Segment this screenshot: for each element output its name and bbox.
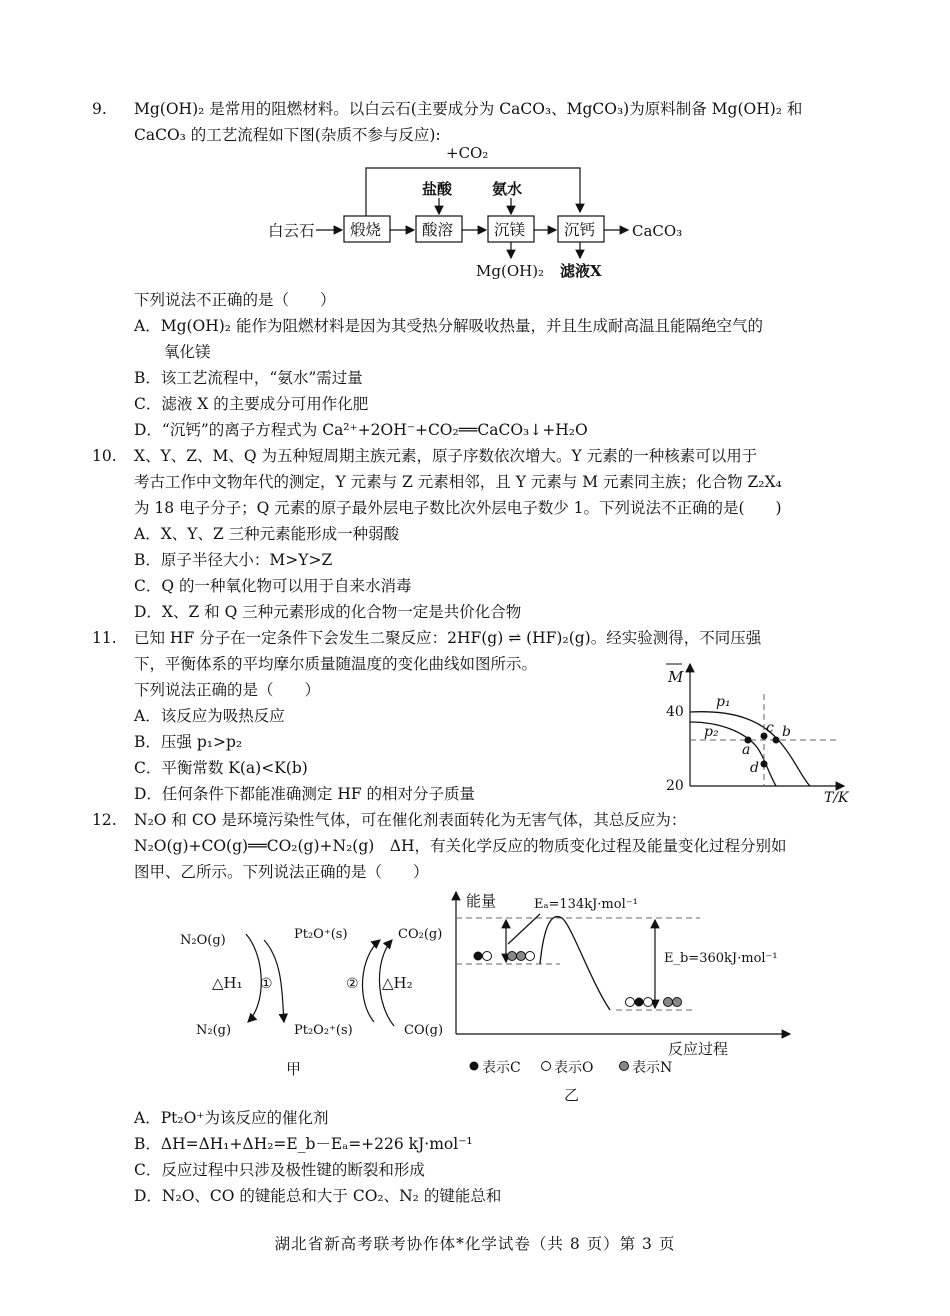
q9-option-a1: A．Mg(OH)₂ 能作为阻燃材料是因为其受热分解吸收热量，并且生成耐高温且能隔绝空气的 [134, 317, 763, 335]
q10-stem-line1: X、Y、Z、M、Q 为五种短周期主族元素，原子序数依次增大。Y 元素的一种核素可以用于 [134, 447, 758, 465]
graph-b: b [782, 724, 791, 740]
q11-stem-line1: 已知 HF 分子在一定条件下会发生二聚反应：2HF(g) ⇌ (HF)₂(g)。经实验测得，不同压强 [134, 629, 762, 647]
yi-ea: Eₐ=134kJ·mol⁻¹ [534, 897, 638, 912]
jia-pt2o2: Pt₂O₂⁺(s) [294, 1023, 353, 1038]
q10-stem-line3: 为 18 电子分子；Q 元素的原子最外层电子数比次外层电子数少 1。下列说法不正确的是( ) [134, 499, 782, 517]
yi-eb: E_b=360kJ·mol⁻¹ [664, 951, 778, 966]
q9-flowchart [260, 142, 700, 286]
q12-option-a: A．Pt₂O⁺为该反应的催化剂 [134, 1109, 329, 1127]
q11-stem-line2: 下，平衡体系的平均摩尔质量随温度的变化曲线如图所示。 [134, 655, 538, 673]
yi-legend-o: 表示O [554, 1060, 594, 1076]
jia-dh2: △H₂ [382, 974, 413, 992]
q12-figure-yi [440, 884, 800, 1108]
jia-co2: CO₂(g) [398, 927, 443, 942]
curve-p2 [690, 722, 776, 786]
q12-option-c: C．反应过程中只涉及极性键的断裂和形成 [134, 1161, 425, 1179]
q11-ask: 下列说法正确的是（ ） [134, 681, 321, 699]
page-footer: 湖北省新高考联考协作体*化学试卷（共 8 页）第 3 页 [274, 1235, 676, 1253]
q9-stem-line2: CaCO₃ 的工艺流程如下图(杂质不参与反应): [134, 126, 441, 144]
jia-c2: ② [346, 976, 359, 992]
jia-c1: ① [260, 976, 273, 992]
q11-graph [660, 660, 860, 808]
q9-number: 9. [92, 100, 107, 118]
flow-hcl: 盐酸 [422, 180, 453, 198]
q12-stem-line3: 图甲、乙所示。下列说法正确的是（ ） [134, 863, 429, 881]
q9-option-b: B．该工艺流程中，“氨水”需过量 [134, 369, 363, 387]
graph-a: a [742, 742, 751, 758]
q11-option-b: B．压强 p₁>p₂ [134, 733, 243, 751]
q11-option-a: A．该反应为吸热反应 [134, 707, 285, 725]
q10-stem-line2: 考古工作中文物年代的测定，Y 元素与 Z 元素相邻，且 Y 元素与 M 元素同主族；化合物 Z₂X₄ [134, 473, 782, 491]
q10-option-c: C．Q 的一种氧化物可以用于自来水消毒 [134, 577, 412, 595]
q12-stem-line1: N₂O 和 CO 是环境污染性气体，可在催化剂表面转化为无害气体，其总反应为： [134, 811, 687, 829]
jia-pt2o: Pt₂O⁺(s) [294, 927, 348, 942]
q10-number: 10. [92, 447, 117, 465]
flow-mgoh: Mg(OH)₂ [476, 262, 545, 280]
graph-c: c [766, 720, 774, 736]
yi-legend-n: 表示N [632, 1060, 673, 1076]
q9-stem-line1: Mg(OH)₂ 是常用的阻燃材料。以白云石(主要成分为 CaCO₃、MgCO₃)为原料制备 Mg(OH)₂ 和 [134, 100, 803, 118]
jia-dh1: △H₁ [212, 974, 243, 992]
q10-option-d: D．X、Z 和 Q 三种元素形成的化合物一定是共价化合物 [134, 603, 522, 621]
graph-p1: p₁ [716, 694, 731, 710]
q12-option-d: D．N₂O、CO 的键能总和大于 CO₂、N₂ 的键能总和 [134, 1187, 502, 1205]
flow-filtrate: 滤液X [560, 262, 602, 280]
jia-n2o: N₂O(g) [180, 933, 226, 948]
flow-box3-label: 沉镁 [494, 221, 526, 239]
yi-legend-c: 表示C [482, 1060, 521, 1076]
flow-box1-label: 煅烧 [350, 221, 382, 239]
yi-energy: 能量 [466, 892, 497, 910]
graph-d: d [750, 760, 759, 776]
q12-figure-jia [176, 918, 456, 1088]
flow-end: CaCO₃ [632, 222, 683, 240]
q10-option-a: A．X、Y、Z 三种元素能形成一种弱酸 [134, 525, 400, 543]
jia-n2: N₂(g) [196, 1023, 232, 1038]
q9-ask: 下列说法不正确的是（ ） [134, 291, 336, 309]
q9-option-a2: 氧化镁 [164, 343, 211, 361]
graph-ylabel: M [668, 668, 684, 686]
q11-number: 11. [92, 629, 117, 647]
graph-y40: 40 [666, 704, 684, 720]
flow-start: 白云石 [268, 222, 315, 240]
yi-label: 乙 [564, 1086, 580, 1104]
q11-option-c: C．平衡常数 K(a)<K(b) [134, 759, 308, 777]
jia-co: CO(g) [404, 1023, 444, 1038]
graph-xlabel: T/K [824, 790, 849, 806]
q10-option-b: B．原子半径大小：M>Y>Z [134, 551, 333, 569]
q12-number: 12. [92, 811, 117, 829]
flow-nh3: 氨水 [492, 180, 523, 198]
energy-curve [540, 917, 610, 1010]
flow-co2-label: +CO₂ [446, 144, 489, 162]
yi-progress: 反应过程 [668, 1040, 729, 1058]
q9-option-d: D．“沉钙”的离子方程式为 Ca²⁺+2OH⁻+CO₂══CaCO₃↓+H₂O [134, 421, 588, 439]
q11-option-d: D．任何条件下都能准确测定 HF 的相对分子质量 [134, 785, 476, 803]
point-b [773, 737, 780, 744]
graph-y20: 20 [666, 778, 684, 794]
q12-stem-line2: N₂O(g)+CO(g)══CO₂(g)+N₂(g) ΔH，有关化学反应的物质变化过程及能量变化过程分别如 [134, 837, 787, 855]
flow-box4-label: 沉钙 [564, 221, 596, 239]
point-d [761, 761, 768, 768]
q12-option-b: B．ΔH=ΔH₁+ΔH₂=E_b－Eₐ=+226 kJ·mol⁻¹ [134, 1135, 473, 1153]
flow-box2-label: 酸溶 [422, 221, 454, 239]
q9-option-c: C．滤液 X 的主要成分可用作化肥 [134, 395, 369, 413]
graph-p2: p₂ [704, 724, 719, 740]
jia-label: 甲 [286, 1060, 302, 1078]
